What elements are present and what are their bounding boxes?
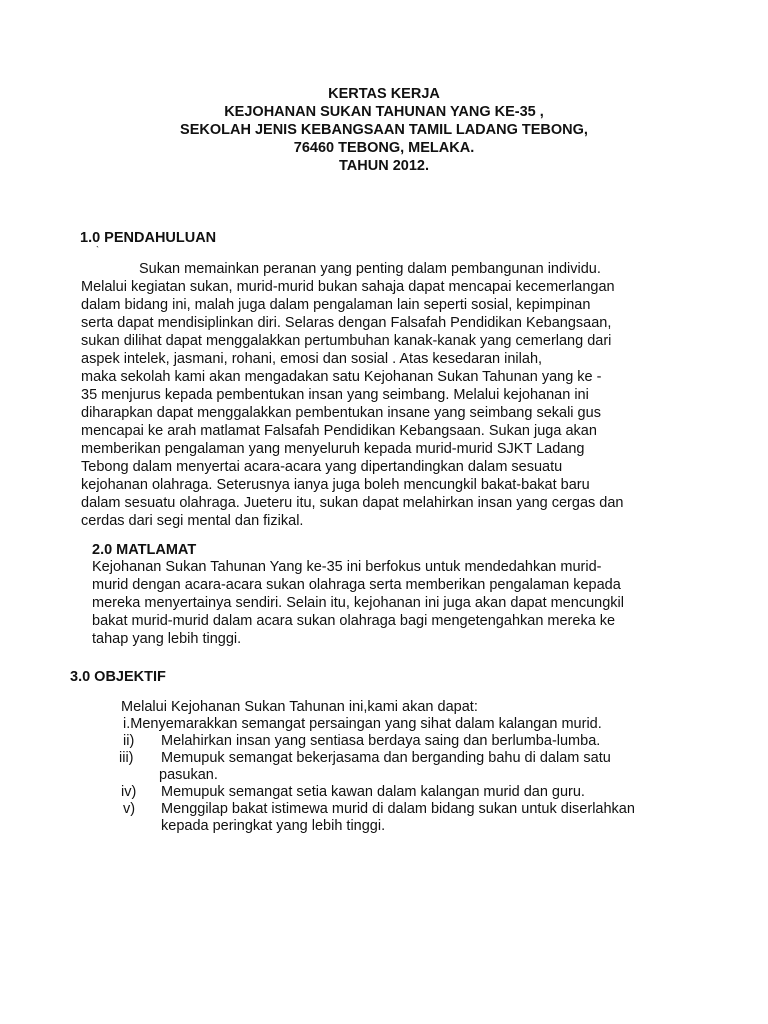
list-item [0,801,768,835]
paragraph-line: tahap yang lebih tinggi. [92,631,242,647]
list-item-number: iii) [119,750,134,766]
paragraph-line: diharapkan dapat menggalakkan pembentukan insane yang seimbang sekali gus [81,405,601,421]
paragraph-line: Melalui kegiatan sukan, murid-murid bukan sahaja dapat mencapai kecemerlangan [81,279,615,295]
title-line: SEKOLAH JENIS KEBANGSAAN TAMIL LADANG TEBONG, [180,122,588,138]
paragraph-line: mereka menyertainya sendiri. Selain itu, kejohanan ini juga akan dapat mencungkil [92,595,624,611]
title-line: KEJOHANAN SUKAN TAHUNAN YANG KE-35 , [224,104,544,120]
list-item-text: Menggilap bakat istimewa murid di dalam bidang sukan untuk diserlahkan [161,801,635,817]
list-item-number: v) [123,801,136,817]
paragraph-line: maka sekolah kami akan mengadakan satu Kejohanan Sukan Tahunan yang ke - [81,369,602,385]
list-item-text: kepada peringkat yang lebih tinggi. [161,818,386,834]
stray-mark: ` [96,245,99,255]
paragraph-line: Tebong dalam menyertai acara-acara yang dipertandingkan dalam sesuatu [81,459,563,475]
list-item [0,733,768,750]
list-item [0,716,768,733]
list-item-number: iv) [121,784,137,800]
list-item-text: Memupuk semangat bekerjasama dan berganding bahu di dalam satu [161,750,611,766]
paragraph-line: mencapai ke arah matlamat Falsafah Pendidikan Kebangsaan. Sukan juga akan [81,423,597,439]
list-item-text: i.Menyemarakkan semangat persaingan yang sihat dalam kalangan murid. [123,716,602,732]
paragraph-line: sukan dilihat dapat menggalakkan pertumbuhan kanak-kanak yang cemerlang dari [81,333,612,349]
paragraph-line: Sukan memainkan peranan yang penting dalam pembangunan individu. [139,261,601,277]
paragraph-pendahuluan [81,260,623,530]
paragraph-line: cerdas dari segi mental dan fizikal. [81,513,304,529]
document-title [0,85,768,175]
section-heading-pendahuluan: 1.0 PENDAHULUAN [80,230,217,246]
title-line: TAHUN 2012. [339,158,429,174]
list-item-text: Memupuk semangat setia kawan dalam kalangan murid dan guru. [161,784,585,800]
list-item [0,750,768,784]
section-heading-matlamat: 2.0 MATLAMAT [92,542,197,558]
title-line: 76460 TEBONG, MELAKA. [293,140,475,156]
paragraph-line: serta dapat mendisiplinkan diri. Selaras dengan Falsafah Pendidikan Kebangsaan, [81,315,612,331]
list-item-text: pasukan. [159,767,218,783]
objektif-intro: Melalui Kejohanan Sukan Tahunan ini,kami akan dapat: [121,699,478,715]
paragraph-line: murid dengan acara-acara sukan olahraga serta memberikan pengalaman kepada [92,577,621,593]
paragraph-line: dalam sesuatu olahraga. Jueteru itu, sukan dapat melahirkan insan yang cergas dan [81,495,624,511]
paragraph-line: Kejohanan Sukan Tahunan Yang ke-35 ini berfokus untuk mendedahkan murid- [92,559,602,575]
paragraph-line: bakat murid-murid dalam acara sukan olahraga bagi mengetengahkan mereka ke [92,613,616,629]
paragraph-line: aspek intelek, jasmani, rohani, emosi dan sosial . Atas kesedaran inilah, [81,351,543,367]
list-item-number: ii) [123,733,135,749]
title-line: KERTAS KERJA [328,86,440,102]
paragraph-line: 35 menjurus kepada pembentukan insan yang seimbang. Melalui kejohanan ini [81,387,589,403]
paragraph-line: dalam bidang ini, malah juga dalam pengalaman lain seperti sosial, kepimpinan [81,297,591,313]
list-item-text: Melahirkan insan yang sentiasa berdaya saing dan berlumba-lumba. [161,733,601,749]
paragraph-line: kejohanan olahraga. Seterusnya ianya juga boleh mencungkil bakat-bakat baru [81,477,590,493]
paragraph-matlamat [92,558,624,648]
paragraph-line: memberikan pengalaman yang menyeluruh kepada murid-murid SJKT Ladang [81,441,585,457]
section-heading-objektif: 3.0 OBJEKTIF [70,669,166,685]
list-item [0,784,768,801]
objektif-list [0,716,768,835]
